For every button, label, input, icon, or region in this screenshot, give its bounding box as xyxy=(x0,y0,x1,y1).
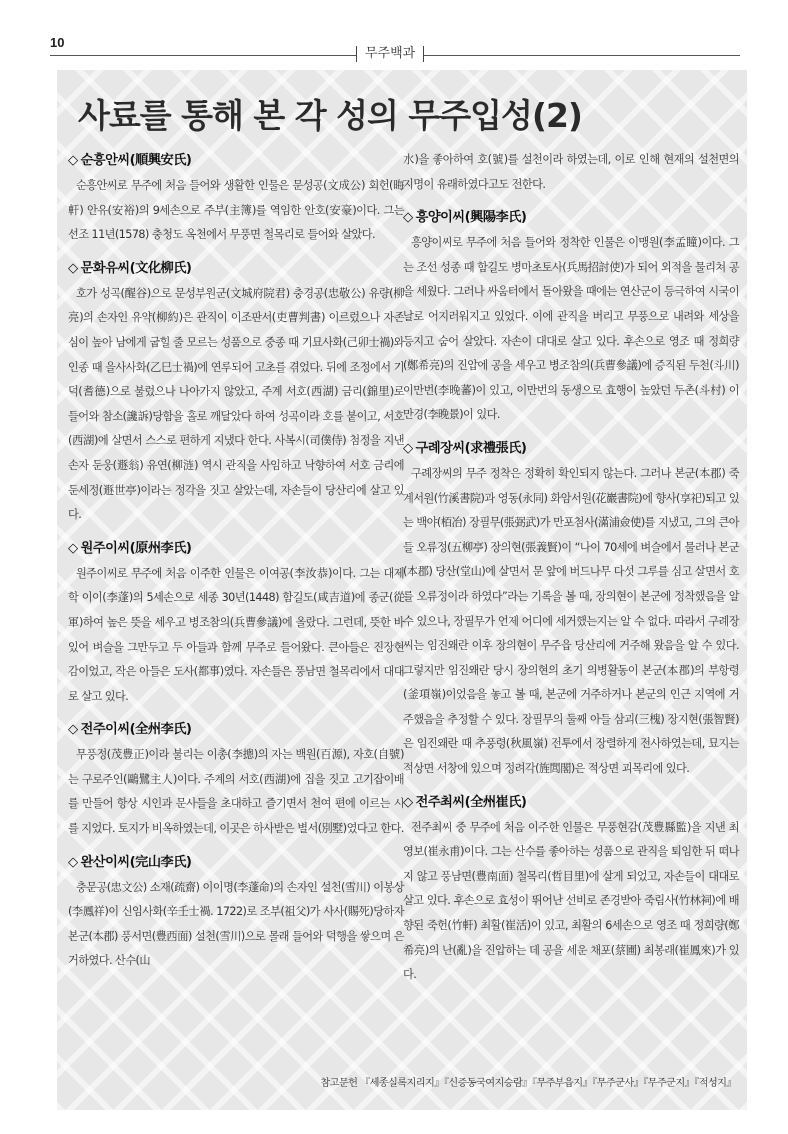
section-body: 순흥안씨로 무주에 처음 들어와 생활한 인물은 문성공(文成公) 회헌(晦軒) 안유(安裕)의 9세손으로 주부(主簿)를 역임한 안호(安豪)이다. 그는 선조 11년(1578) 충청도 옥천에서 무풍면 철목리로 들어와 살았다. xyxy=(68,179,404,242)
section-body: 흥양이씨로 무주에 처음 들어와 정착한 인물은 이맹원(李孟瞳)이다. 그는 조선 성종 때 함길도 병마초토사(兵馬招討使)가 되어 외적을 물리쳐 공을 세웠다. 그러나 싸움터에서 돌아왔을 때에는 연산군이 등극하여 시국이 날로 어지러워지고 있었다. 이에 관직을 버리고 무풍으로 내려와 세상을 등지고 숨어 살았다. 자손이 대대로 살고 있다. 후손으로 영조 때 정희량(鄭希亮)의 진압에 공을 세우고 병조참의(兵曹參議)에 증직된 두천(斗川) 이만번(李晚蕃)이 있고, 이만번의 동생으로 효행이 높았던 두촌(斗村) 이만경(李晚景)이 있다. xyxy=(403,236,739,422)
diamond-icon: ◇ xyxy=(403,440,413,456)
diamond-icon: ◇ xyxy=(68,153,78,168)
section-heading: ◇ 문화유씨(文化柳氏) xyxy=(68,260,192,276)
continued-text: 水)을 좋아하여 호(號)를 설천이라 하였는데, 이로 인해 현재의 설천면의 지명이 유래하였다고도 전한다. xyxy=(403,153,739,191)
section-munhwa-yu xyxy=(68,256,404,528)
section-body: 호가 성곡(醒谷)으로 문성부원군(文城府院君) 충경공(忠敬公) 유량(柳亮)의 손자인 유약(柳約)은 관직이 이조판서(吏曹判書) 이르렀으나 자존심이 높아 남에게 굽힐 줄 모르는 성품으로 중종 때 기묘사화(己卯士禍)와 인종 때 을사사화(乙巳士禍)에 연루되어 고초를 겪었다. 뒤에 조정에서 기덕(耆德)으로 불렀으나 나아가지 않았고, 주계 서호(西湖) 금리(錦里)로 들어와 참소(讒訴)당함을 홀로 깨달았다 하여 성곡이라 호를 붙이고, 서호(西湖)에 살면서 스스로 편하게 지냈다 한다. 사복시(司僕侍) 첨정을 지낸 손자 둔웅(遯翁) 유연(柳涟) 역시 관직을 사임하고 낙향하여 서호 금리에 둔세정(遯世亭)이라는 정각을 짓고 살았는데, 자손들이 당산리에 살고 있다. xyxy=(68,286,404,522)
section-heading: ◇ 구례장씨(求禮張氏) xyxy=(403,440,527,456)
section-body: 전주최씨 중 무주에 처음 이주한 인물은 무풍현감(茂豊縣監)을 지낸 최영보(崔永甫)이다. 그는 산수를 좋아하는 성품으로 관직을 퇴임한 뒤 떠나지 않고 풍남면(豊南面) 철목리(哲目里)에 살게 되었고, 자손들이 대대로 살고 있다. 후손으로 효성이 뛰어난 선비로 존경받아 죽림사(竹林祠)에 배향된 죽헌(竹軒) 최활(崔活)이 있고, 최활의 6세손으로 영조 때 정희량(鄭希亮)의 난(亂)을 진압하는 데 공을 세운 채포(蔡圃) 최봉래(崔鳳來)가 있다. xyxy=(403,820,739,982)
diamond-icon: ◇ xyxy=(68,854,78,870)
section-heading: ◇ 완산이씨(完山李氏) xyxy=(68,854,192,870)
section-heading: ◇ 원주이씨(原州李氏) xyxy=(68,540,192,556)
section-heading: ◇ 흥양이씨(興陽李氏) xyxy=(403,210,527,226)
diamond-icon: ◇ xyxy=(403,794,413,810)
section-wansan-lee xyxy=(68,850,404,974)
section-body: 무풍정(茂豊正)이라 불리는 이총(李摠)의 자는 백원(百源), 자호(自號)는 구로주인(鷗鷺主人)이다. 주계의 서호(西湖)에 집을 짓고 고기잡이배를 만들어 항상 시인과 문사들을 초대하고 즐기면서 천여 편에 이르는 시를 지었다. 토지가 비옥하였는데, 이곳은 하사받은 별서(別墅)였다고 한다. xyxy=(68,748,404,836)
section-sunheung-an xyxy=(68,148,404,248)
section-jeonju-choi xyxy=(403,790,739,988)
section-heading: ◇ 순흥안씨(順興安氏) xyxy=(68,153,192,168)
running-header-title: 무주백과 xyxy=(356,46,424,62)
diamond-icon: ◇ xyxy=(68,722,78,738)
section-heungyang-lee xyxy=(403,205,739,428)
diamond-icon: ◇ xyxy=(403,210,413,226)
right-column xyxy=(403,148,739,988)
section-body: 충문공(忠文公) 소재(疏齋) 이이명(李蓬命)의 손자인 설천(雪川) 이봉상(李鳳祥)이 신임사화(辛壬士禍. 1722)로 조부(祖父)가 사사(賜死)당하자 본군(本郡) 풍서면(豊西面) 설천(雪川)으로 몰래 들어와 덕행을 쌓으며 은거하였다. 산수(山 xyxy=(68,880,404,968)
left-column xyxy=(68,148,404,974)
section-gurye-jang xyxy=(403,436,739,782)
section-body: 구례장씨의 무주 정착은 정확히 확인되지 않는다. 그러나 본군(本郡) 죽계서원(竹溪書院)과 영동(永同) 화암서원(花巖書院)에 향사(享祀)되고 있는 백야(栢冶) 장필무(張弼武)가 만포첨사(滿浦僉使)를 지냈고, 그의 큰아들 오류정(五柳亭) 장의현(張義賢)이 “나이 70세에 벼슬에서 물러나 본군(本郡) 당산(堂山)에 살면서 문 앞에 버드나무 다섯 그루를 심고 살면서 호를 오류정이라 하였다”라는 기록을 볼 때, 장의현이 본군에 정착했음을 알 수 있으나, 장필무가 언제 어디에 세거했는지는 알 수 없다. 따라서 구례장씨는 임진왜란 이후 장의현이 무주읍 당산리에 거주해 왔음을 알 수 있다. 그렇지만 임진왜란 당시 장의현의 초기 의병활동이 본군(本郡)의 부항령(釜項嶺)이었음을 놓고 볼 때, 본군에 거주하거나 본군의 인근 지역에 거주했음을 추정할 수 있다. 장필무의 둘째 아들 삼괴(三槐) 장지현(張智賢)은 임진왜란 때 추풍령(秋風嶺) 전투에서 장렬하게 전사하였는데, 묘지는 적상면 서창에 있으며 정려각(旌閭閣)은 적상면 괴목리에 있다. xyxy=(403,466,739,776)
references: 참고문헌 『세종실록지리지』『신증동국여지승람』『무주부읍지』『무주군사』『무주군지』『적성지』 xyxy=(320,1078,736,1089)
diamond-icon: ◇ xyxy=(68,260,78,276)
page-number: 10 xyxy=(50,35,65,50)
section-body: 원주이씨로 무주에 처음 이주한 인물은 이여공(李汝恭)이다. 그는 대제학 이이(李蓬)의 5세손으로 세종 30년(1448) 함길도(咸吉道)에 종군(從軍)하여 높은 뜻을 세우고 병조참의(兵曹參議)에 올랐다. 그런데, 뜻한 바 있어 벼슬을 그만두고 두 아들과 함께 무주로 들어왔다. 큰아들은 진장현감이었고, 작은 아들은 도사(都事)였다. 자손들은 풍남면 철목리에서 대대로 살고 있다. xyxy=(68,566,404,703)
section-heading: ◇ 전주최씨(全州崔氏) xyxy=(403,794,527,810)
section-wonju-lee xyxy=(68,536,404,710)
section-jeonju-lee xyxy=(68,717,404,841)
article-title: 사료를 통해 본 각 성의 무주입성(2) xyxy=(78,96,582,135)
diamond-icon: ◇ xyxy=(68,540,78,556)
section-heading: ◇ 전주이씨(全州李氏) xyxy=(68,722,192,738)
